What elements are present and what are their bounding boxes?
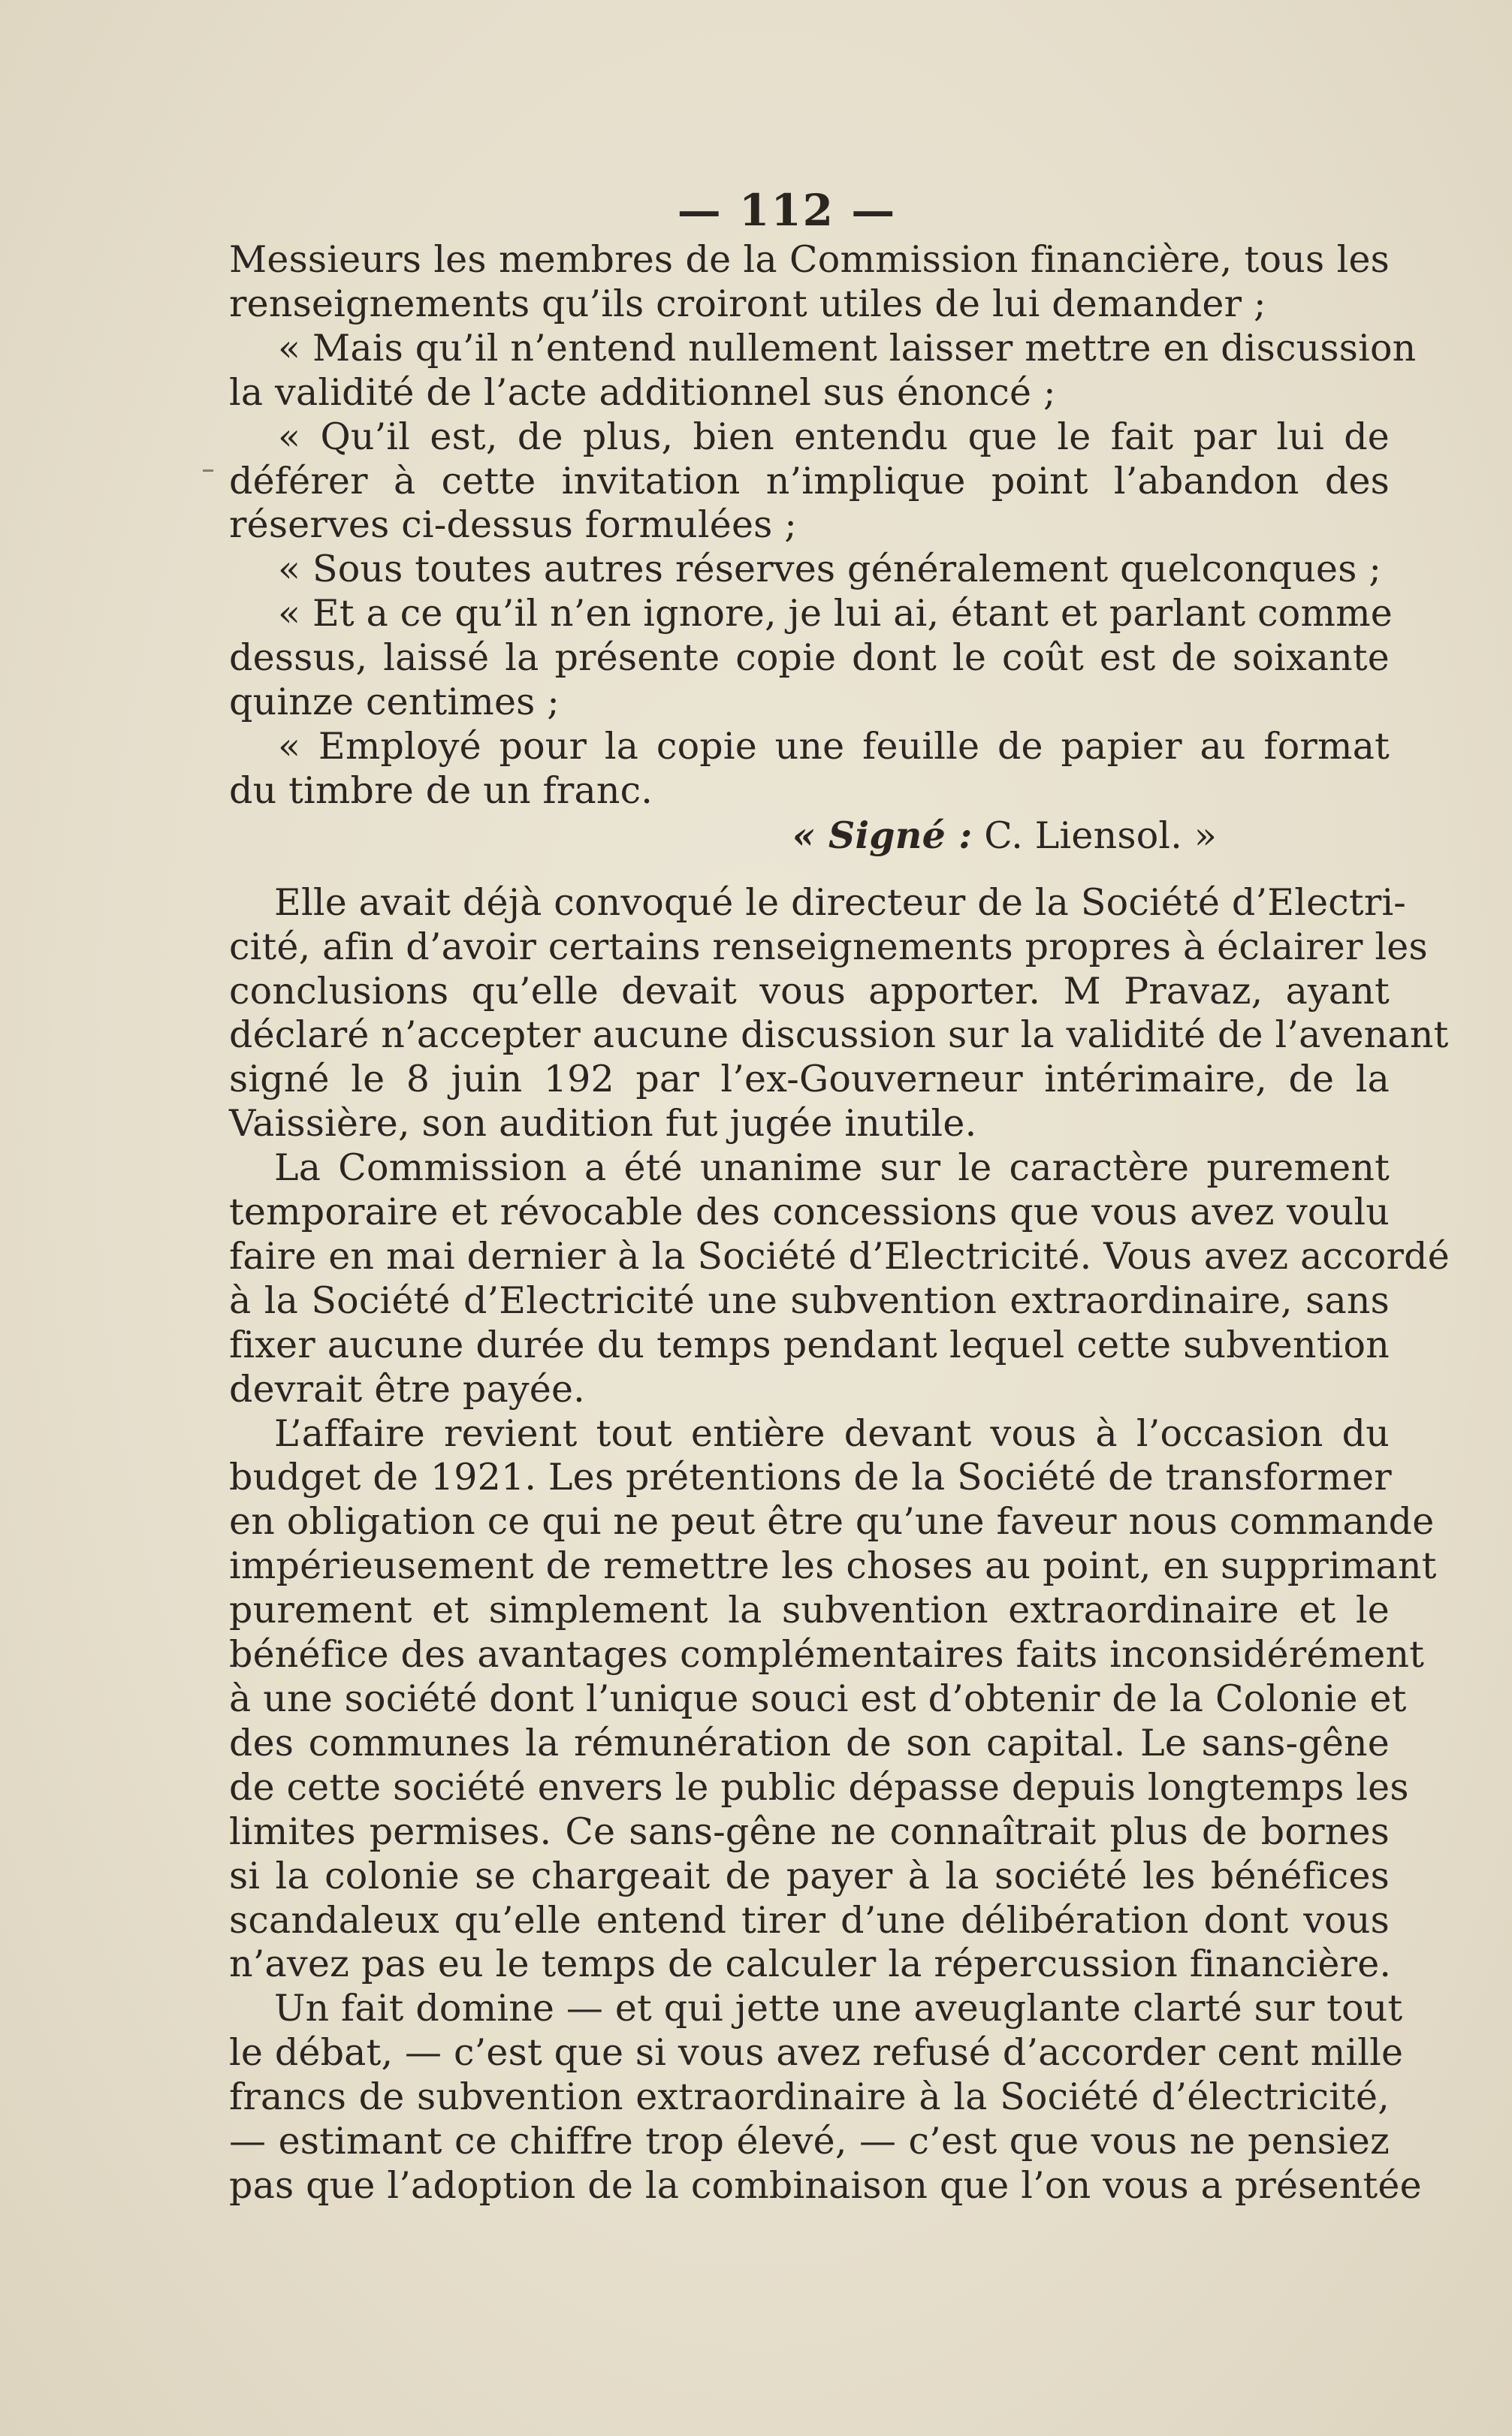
text-line: si la colonie se chargeait de payer à la société les bénéfices [229,1854,1390,1897]
margin-mark [203,469,213,472]
text-line: temporaire et révocable des concessions que vous avez voulu [229,1191,1390,1234]
text-line: fixer aucune durée du temps pendant lequel cette subvention [229,1323,1390,1366]
text-line: faire en mai dernier à la Société d’Electricité. Vous avez accordé [229,1234,1450,1278]
text-line: dessus, laissé la présente copie dont le coût est de soixante [229,636,1390,680]
text-line: Un fait domine — et qui jette une aveuglante clarté sur tout [274,1987,1403,2030]
text-line: « Mais qu’il n’entend nullement laisser mettre en discussion [278,326,1417,370]
text-line: « Et a ce qu’il n’en ignore, je lui ai, étant et parlant comme [278,592,1393,635]
text-line: le débat, — c’est que si vous avez refusé d’accorder cent mille [229,2031,1404,2075]
text-line: L’affaire revient tout entière devant vous à l’occasion du [274,1411,1390,1455]
text-line: francs de subvention extraordinaire à la Société d’électricité, [229,2075,1390,2119]
text-line: purement et simplement la subvention extraordinaire et le [229,1589,1390,1632]
text-line: en obligation ce qui ne peut être qu’une faveur nous commande [229,1500,1435,1544]
text-line: cité, afin d’avoir certains renseignements propres à éclairer les [229,925,1428,968]
text-line: pas que l’adoption de la combinaison que l’on vous a présentée [229,2163,1422,2207]
signature-line [229,814,1390,859]
signature-label: « Signé : [792,813,973,857]
text-line: « Qu’il est, de plus, bien entendu que le fait par lui de [278,415,1390,458]
text-line: la validité de l’acte additionnel sus énoncé ; [229,370,1056,414]
text-line: devrait être payée. [229,1367,585,1411]
text-line: signé le 8 juin 192 par l’ex-Gouverneur intérimaire, de la [229,1058,1390,1101]
text-line: « Employé pour la copie une feuille de papier au format [278,724,1390,768]
text-line: budget de 1921. Les prétentions de la Société de transformer [229,1456,1392,1499]
signature-name: C. Liensol. » [984,814,1217,857]
text-line: à la Société d’Electricité une subvention extraordinaire, sans [229,1278,1390,1322]
text-line: des communes la rémunération de son capital. Le sans-gêne [229,1721,1390,1764]
text-line: du timbre de un franc. [229,768,653,812]
text-line: Messieurs les membres de la Commission financière, tous les [229,238,1390,281]
text-line: déclaré n’accepter aucune discussion sur la validité de l’avenant [229,1013,1449,1057]
text-line: limites permises. Ce sans-gêne ne connaîtrait plus de bornes [229,1810,1390,1853]
page-text [229,184,1450,2208]
text-line: déférer à cette invitation n’implique point l’abandon des [229,459,1390,503]
text-line: impérieusement de remettre les choses au point, en supprimant [229,1544,1437,1588]
text-line: « Sous toutes autres réserves généralement quelconques ; [278,548,1382,591]
text-line: n’avez pas eu le temps de calculer la répercussion financière. [229,1942,1392,1986]
text-line: bénéfice des avantages complémentaires faits inconsidérément [229,1633,1425,1677]
text-line: à une société dont l’unique souci est d’obtenir de la Colonie et [229,1677,1407,1720]
text-line: La Commission a été unanime sur le caractère purement [274,1146,1390,1190]
text-line: — estimant ce chiffre trop élevé, — c’est que vous ne pensiez [229,2120,1390,2163]
text-line: renseignements qu’ils croiront utiles de lui demander ; [229,282,1266,325]
page-number: — 112 — [677,185,897,236]
text-line: conclusions qu’elle devait vous apporter. M Pravaz, ayant [229,969,1390,1013]
paragraph-gap [229,859,1390,881]
text-line: Elle avait déjà convoqué le directeur de la Société d’Electri- [274,880,1407,924]
text-line: réserves ci-dessus formulées ; [229,503,797,547]
text-line: scandaleux qu’elle entend tirer d’une délibération dont vous [229,1898,1390,1942]
text-line: Vaissière, son audition fut jugée inutile. [229,1102,977,1146]
text-line: quinze centimes ; [229,681,560,724]
text-line: de cette société envers le public dépasse depuis longtemps les [229,1765,1409,1809]
